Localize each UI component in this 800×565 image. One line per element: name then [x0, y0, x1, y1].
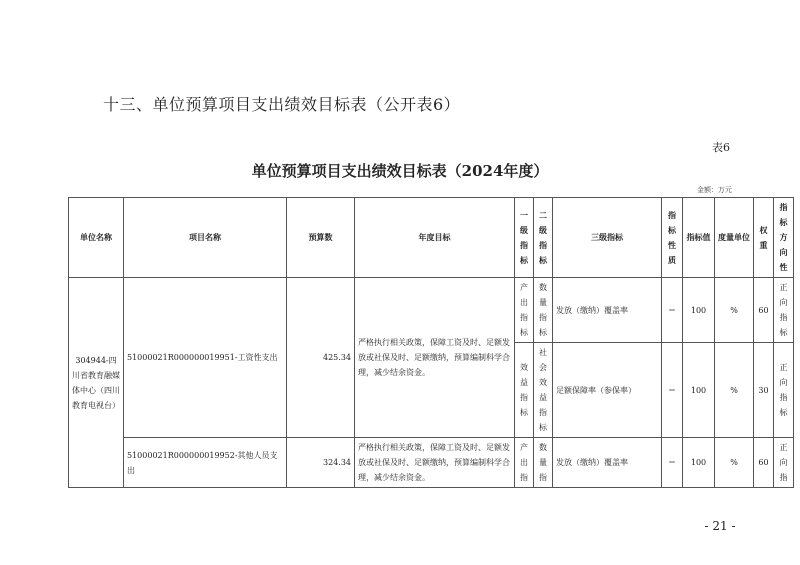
direction-cell: 正向指标	[774, 343, 794, 438]
table-title: 单位预算项目支出绩效目标表（2024年度）	[251, 162, 549, 180]
goal-cell: 严格执行相关政策，保障工资及时、足额发放或社保及时、足额缴纳，预算编制科学合理，减少结余资金。	[355, 278, 515, 438]
direction-cell: 正向指	[774, 438, 794, 488]
col-unit: 单位名称	[69, 198, 124, 278]
value-cell: 100	[683, 343, 715, 438]
project-name-cell: 51000021R000000019951-工资性支出	[124, 278, 287, 438]
nature-cell: ＝	[662, 343, 683, 438]
col-project: 项目名称	[124, 198, 287, 278]
unit-note: 金额：万元	[697, 186, 732, 194]
direction-cell: 正向指标	[774, 278, 794, 343]
value-cell: 100	[683, 438, 715, 488]
nature-cell: ＝	[662, 438, 683, 488]
level3-cell: 发放（缴纳）覆盖率	[553, 278, 662, 343]
unit-name-cell: 304944-四川省教育融媒体中心（四川教育电视台）	[69, 278, 124, 488]
weight-cell: 30	[754, 343, 774, 438]
col-measure: 度量单位	[715, 198, 754, 278]
goal-cell: 严格执行相关政策，保障工资及时、足额发放或社保及时、足额缴纳，预算编制科学合理，减少结余资金。	[355, 438, 515, 488]
weight-cell: 60	[754, 278, 774, 343]
weight-cell: 60	[754, 438, 774, 488]
project-name-cell: 51000021R000000019952-其他人员支出	[124, 438, 287, 488]
level3-cell: 发放（缴纳）覆盖率	[553, 438, 662, 488]
level1-cell: 产出指	[515, 438, 534, 488]
level2-cell: 数量指	[534, 438, 553, 488]
table-row	[69, 278, 794, 343]
header-row	[69, 198, 794, 278]
col-level1: 一级指标	[515, 198, 534, 278]
col-direction: 指标方向性	[774, 198, 794, 278]
nature-cell: ＝	[662, 278, 683, 343]
page-number: - 21 -	[704, 519, 736, 533]
table-row	[69, 438, 794, 488]
measure-cell: %	[715, 438, 754, 488]
level2-cell: 社会效益指标	[534, 343, 553, 438]
col-level2: 二级指标	[534, 198, 553, 278]
value-cell: 100	[683, 278, 715, 343]
col-level3: 三级指标	[553, 198, 662, 278]
budget-cell: 324.34	[287, 438, 355, 488]
col-nature: 指标性质	[662, 198, 683, 278]
level3-cell: 足额保障率（参保率）	[553, 343, 662, 438]
table-number: 表6	[712, 141, 730, 154]
col-weight: 权重	[754, 198, 774, 278]
level2-cell: 数量指标	[534, 278, 553, 343]
measure-cell: %	[715, 343, 754, 438]
col-budget: 预算数	[287, 198, 355, 278]
section-heading: 十三、单位预算项目支出绩效目标表（公开表6）	[103, 95, 461, 114]
measure-cell: %	[715, 278, 754, 343]
performance-target-table	[68, 197, 794, 488]
level1-cell: 产出指标	[515, 278, 534, 343]
budget-cell: 425.34	[287, 278, 355, 438]
col-value: 指标值	[683, 198, 715, 278]
col-goal: 年度目标	[355, 198, 515, 278]
level1-cell: 效益指标	[515, 343, 534, 438]
